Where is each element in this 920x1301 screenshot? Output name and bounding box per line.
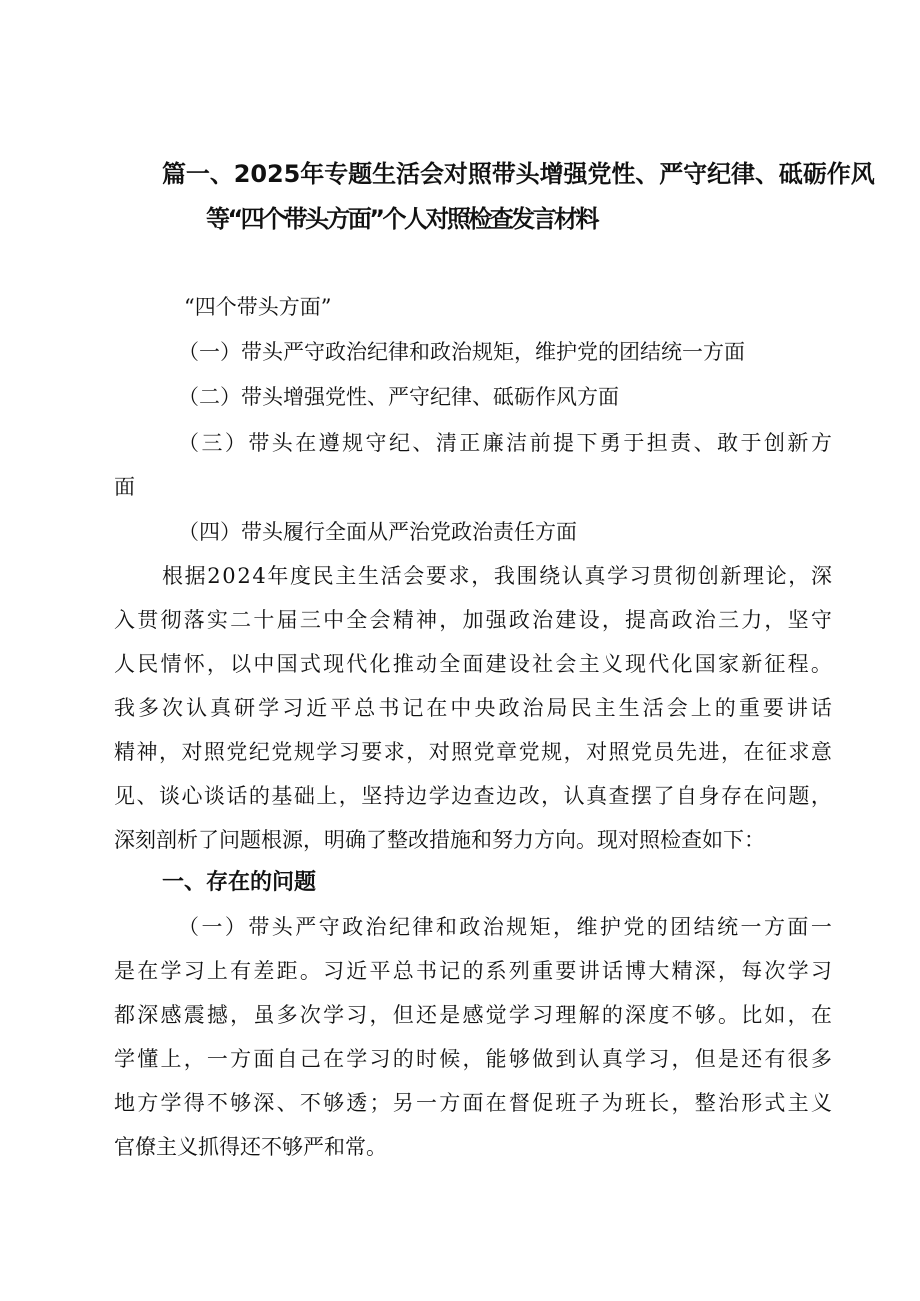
paragraph-line: （一）带头严守政治纪律和政治规矩，维护党的团结统一方面一 [178, 915, 835, 939]
paragraph-line: 入贯彻落实二十届三中全会精神，加强政治建设，提高政治三力，坚守 [114, 608, 835, 632]
list-item: （四）带头履行全面从严治党政治责任方面 [178, 520, 577, 544]
paragraph-line: 官僚主义抓得还不够严和常。 [114, 1135, 387, 1159]
paragraph-line: 根据2024年度民主生活会要求，我围绕认真学习贯彻创新理论，深 [162, 564, 834, 588]
paragraph-line: 都深感震撼，虽多次学习，但还是感觉学习理解的深度不够。比如，在 [114, 1003, 835, 1027]
paragraph-line: 是在学习上有差距。习近平总书记的系列重要讲话博大精深，每次学习 [114, 959, 835, 983]
paragraph-line: 精神，对照党纪党规学习要求，对照党章党规，对照党员先进，在征求意 [114, 740, 834, 764]
paragraph-line: 学懂上，一方面自己在学习的时候，能够做到认真学习，但是还有很多 [114, 1047, 835, 1071]
list-item: （三）带头在遵规守纪、清正廉洁前提下勇于担责、敢于创新方 [178, 431, 835, 455]
list-item: （一）带头严守政治纪律和政治规矩，维护党的团结统一方面 [178, 340, 745, 364]
paragraph-line: 地方学得不够深、不够透；另一方面在督促班子为班长，整治形式主义 [114, 1091, 835, 1115]
intro-label: “四个带头方面” [184, 295, 332, 319]
document-title-line-2: 等“四个带头方面”个人对照检查发言材料 [206, 205, 597, 233]
paragraph-line: 见、谈心谈话的基础上，坚持边学边查边改，认真查摆了自身存在问题， [114, 784, 834, 808]
document-title-line-1: 篇一、2025年专题生活会对照带头增强党性、严守纪律、砥砺作风 [162, 160, 875, 188]
section-heading: 一、存在的问题 [162, 870, 317, 895]
list-item-continuation: 面 [114, 475, 135, 499]
paragraph-line: 人民情怀，以中国式现代化推动全面建设社会主义现代化国家新征程。 [114, 652, 835, 676]
paragraph-line: 深刻剖析了问题根源，明确了整改措施和努力方向。现对照检查如下： [114, 828, 765, 852]
list-item: （二）带头增强党性、严守纪律、砥砺作风方面 [178, 385, 619, 409]
paragraph-line: 我多次认真研学习近平总书记在中央政治局民主生活会上的重要讲话 [114, 696, 835, 720]
